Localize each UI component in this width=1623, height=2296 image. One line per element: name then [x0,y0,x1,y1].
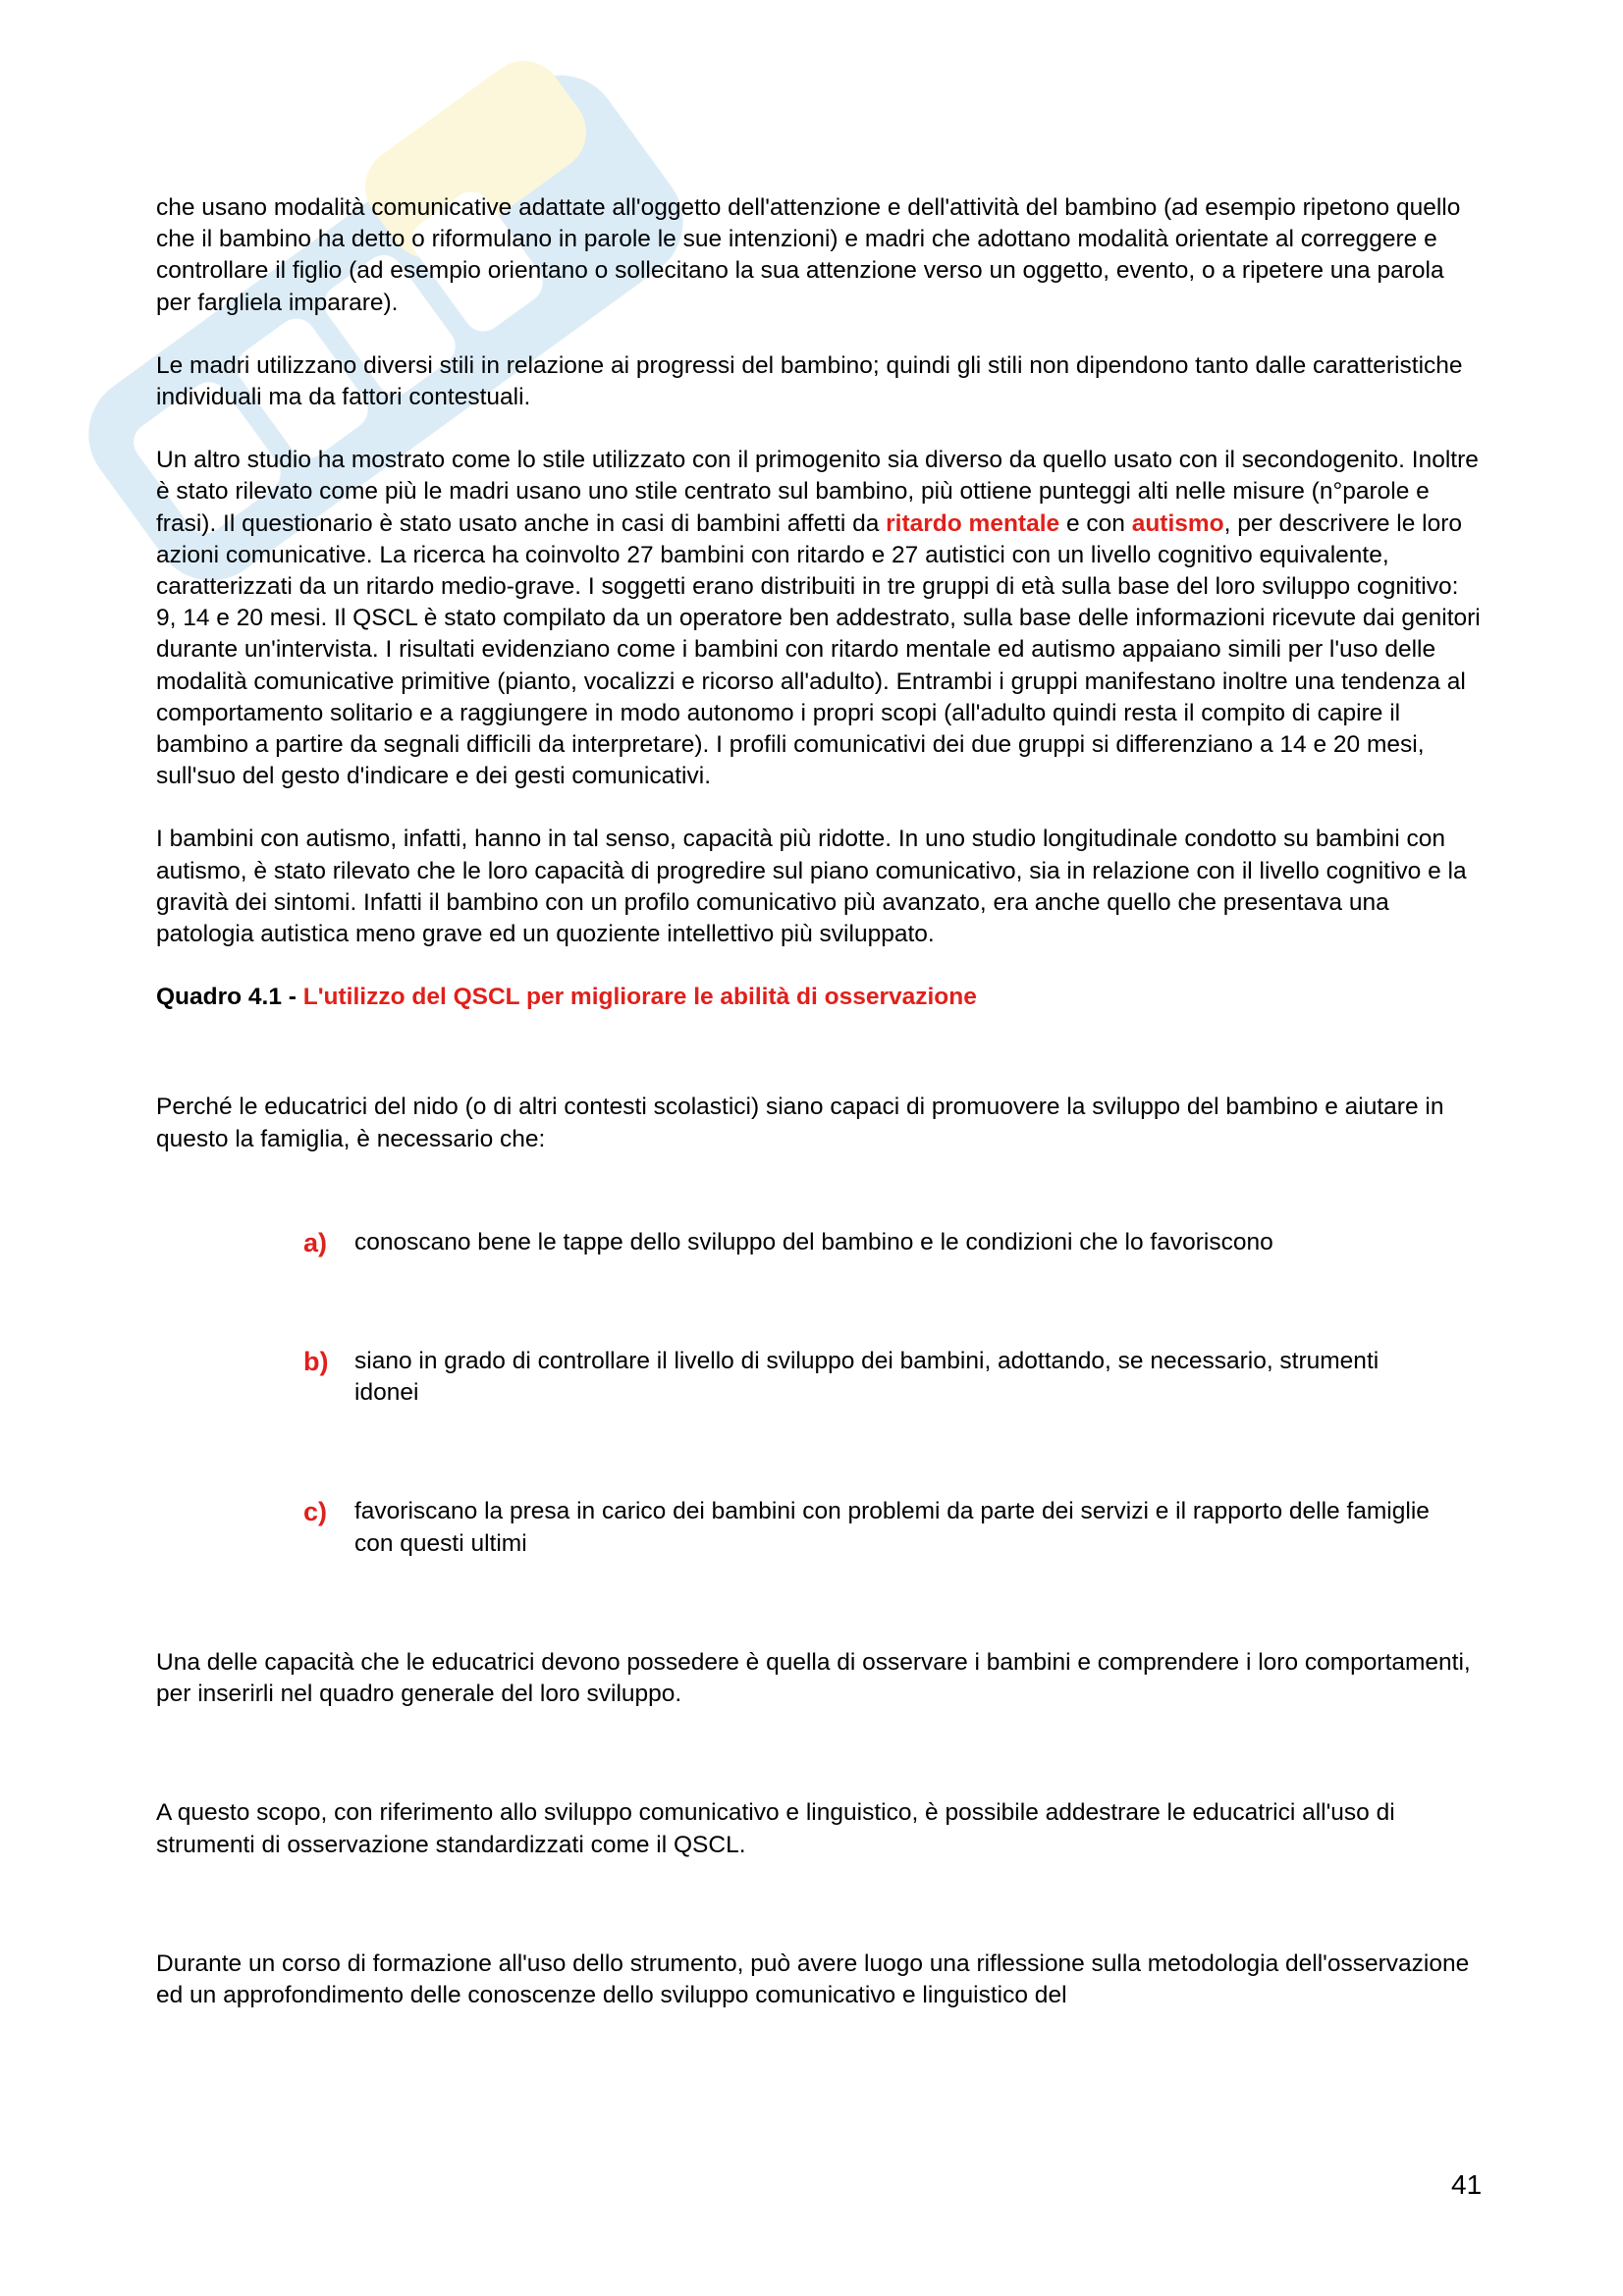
highlight-ritardo-mentale: ritardo mentale [886,509,1060,537]
list-item [303,1346,1482,1409]
list-item-text: siano in grado di controllare il livello di sviluppo dei bambini, adottando, se necessario, strumenti idonei [354,1348,1380,1407]
paragraph-training-course: Durante un corso di formazione all'uso dello strumento, può avere luogo una riflessione sulla metodologia dell'osservazione ed un approfondimento delle conoscenze dello sviluppo comunicativo e linguistico del [156,1949,1470,2008]
heading-label: Quadro 4.1 - [156,984,303,1011]
paragraph-intro: Perché le educatrici del nido (o di altri contesti scolastici) siano capaci di promuovere la sviluppo del bambino e aiutare in questo la famiglia, è necessario che: [156,1094,1444,1152]
list-marker: a) [303,1227,328,1257]
paragraph-mothers-styles: che usano modalità comunicative adattate all'oggetto dell'attenzione e dell'attività del bambino (ad esempio ripetono quello che il bambino ha detto o riformulano in parole le sue intenzioni) e madri che adottano modalità orientate al correggere e controllare il figlio (ad esempio orientano o sollecitano la sua attenzione verso un oggetto, evento, o a ripetere una parola per fargliela imparare). [156,194,1461,316]
paragraph-text: , per descrivere le loro azioni comunicative. La ricerca ha coinvolto 27 bambini con ritardo e 27 autistici con un livello cognitivo equivalente, caratterizzati da un ritardo medio-grave. I soggetti erano distribuiti in tre gruppi di età sulla base del loro sviluppo cognitivo: 9, 14 e 20 mesi. Il QSCL è stato compilato da un operatore ben addestrato, sulla base delle informazioni ricevute dai genitori durante un'intervista. I risultati evidenziano come i bambini con ritardo mentale ed autismo appaiano simili per l'uso delle modalità comunicative primitive (pianto, vocalizzi e ricorso all'adulto). Entrambi i gruppi manifestano inoltre una tendenza al comportamento solitario e a raggiungere in modo autonomo i propri scopi (all'adulto quindi resta il compito di capire il bambino a partire da segnali difficili da interpretare). I profili comunicativi dei due gruppi si differenziano a 14 e 20 mesi, sull'suo del gesto d'indicare e dei gesti comunicativi. [156,509,1481,790]
paragraph-study-firstborn [156,445,1482,792]
paragraph-text: e con [1059,509,1132,537]
page-number: 41 [1451,2169,1483,2200]
paragraph-educators-capacity: Una delle capacità che le educatrici devono possedere è quella di osservare i bambini e comprendere i loro comportamenti, per inserirli nel quadro generale del loro sviluppo. [156,1648,1471,1708]
paragraph-autism-capacities: I bambini con autismo, infatti, hanno in tal senso, capacità più ridotte. In uno studio longitudinale condotto su bambini con autismo, è stato rilevato che le loro capacità di progredire sul piano comunicativo, sia in relazione con il livello cognitivo e la gravità dei sintomi. Infatti il bambino con un profilo comunicativo più avanzato, era anche quello che presentava una patologia autistica meno grave ed un quoziente intellettivo più sviluppato. [156,826,1467,948]
requirements-list [156,1227,1482,1560]
section-heading [156,982,1482,1013]
list-marker: c) [303,1497,328,1527]
paragraph-text: Un altro studio ha mostrato come lo stile utilizzato con il primogenito sia diverso da quello usato con il secondogenito. Inoltre è stato rilevato come più le madri usano uno stile centrato sul bambino, più ottiene punteggi alti nelle misure (n°parole e frasi). Il questionario è stato usato anche in casi di bambini affetti da [156,447,1479,537]
highlight-autismo: autismo [1131,509,1224,537]
list-item-text: conoscano bene le tappe dello sviluppo del bambino e le condizioni che lo favoriscono [354,1228,1273,1255]
list-marker: b) [303,1347,329,1377]
list-item [303,1496,1482,1559]
paragraph-mothers-progress: Le madri utilizzano diversi stili in relazione ai progressi del bambino; quindi gli stili non dipendono tanto dalle caratteristiche individuali ma da fattori contestuali. [156,351,1463,411]
page-content [156,192,1482,2011]
list-item-text: favoriscano la presa in carico dei bambini con problemi da parte dei servizi e il rapporto delle famiglie con questi ultimi [354,1498,1430,1557]
heading-title: L'utilizzo del QSCL per migliorare le abilità di osservazione [302,984,977,1011]
list-item [303,1227,1482,1258]
paragraph-training-tools: A questo scopo, con riferimento allo sviluppo comunicativo e linguistico, è possibile addestrare le educatrici all'uso di strumenti di osservazione standardizzati come il QSCL. [156,1799,1395,1858]
